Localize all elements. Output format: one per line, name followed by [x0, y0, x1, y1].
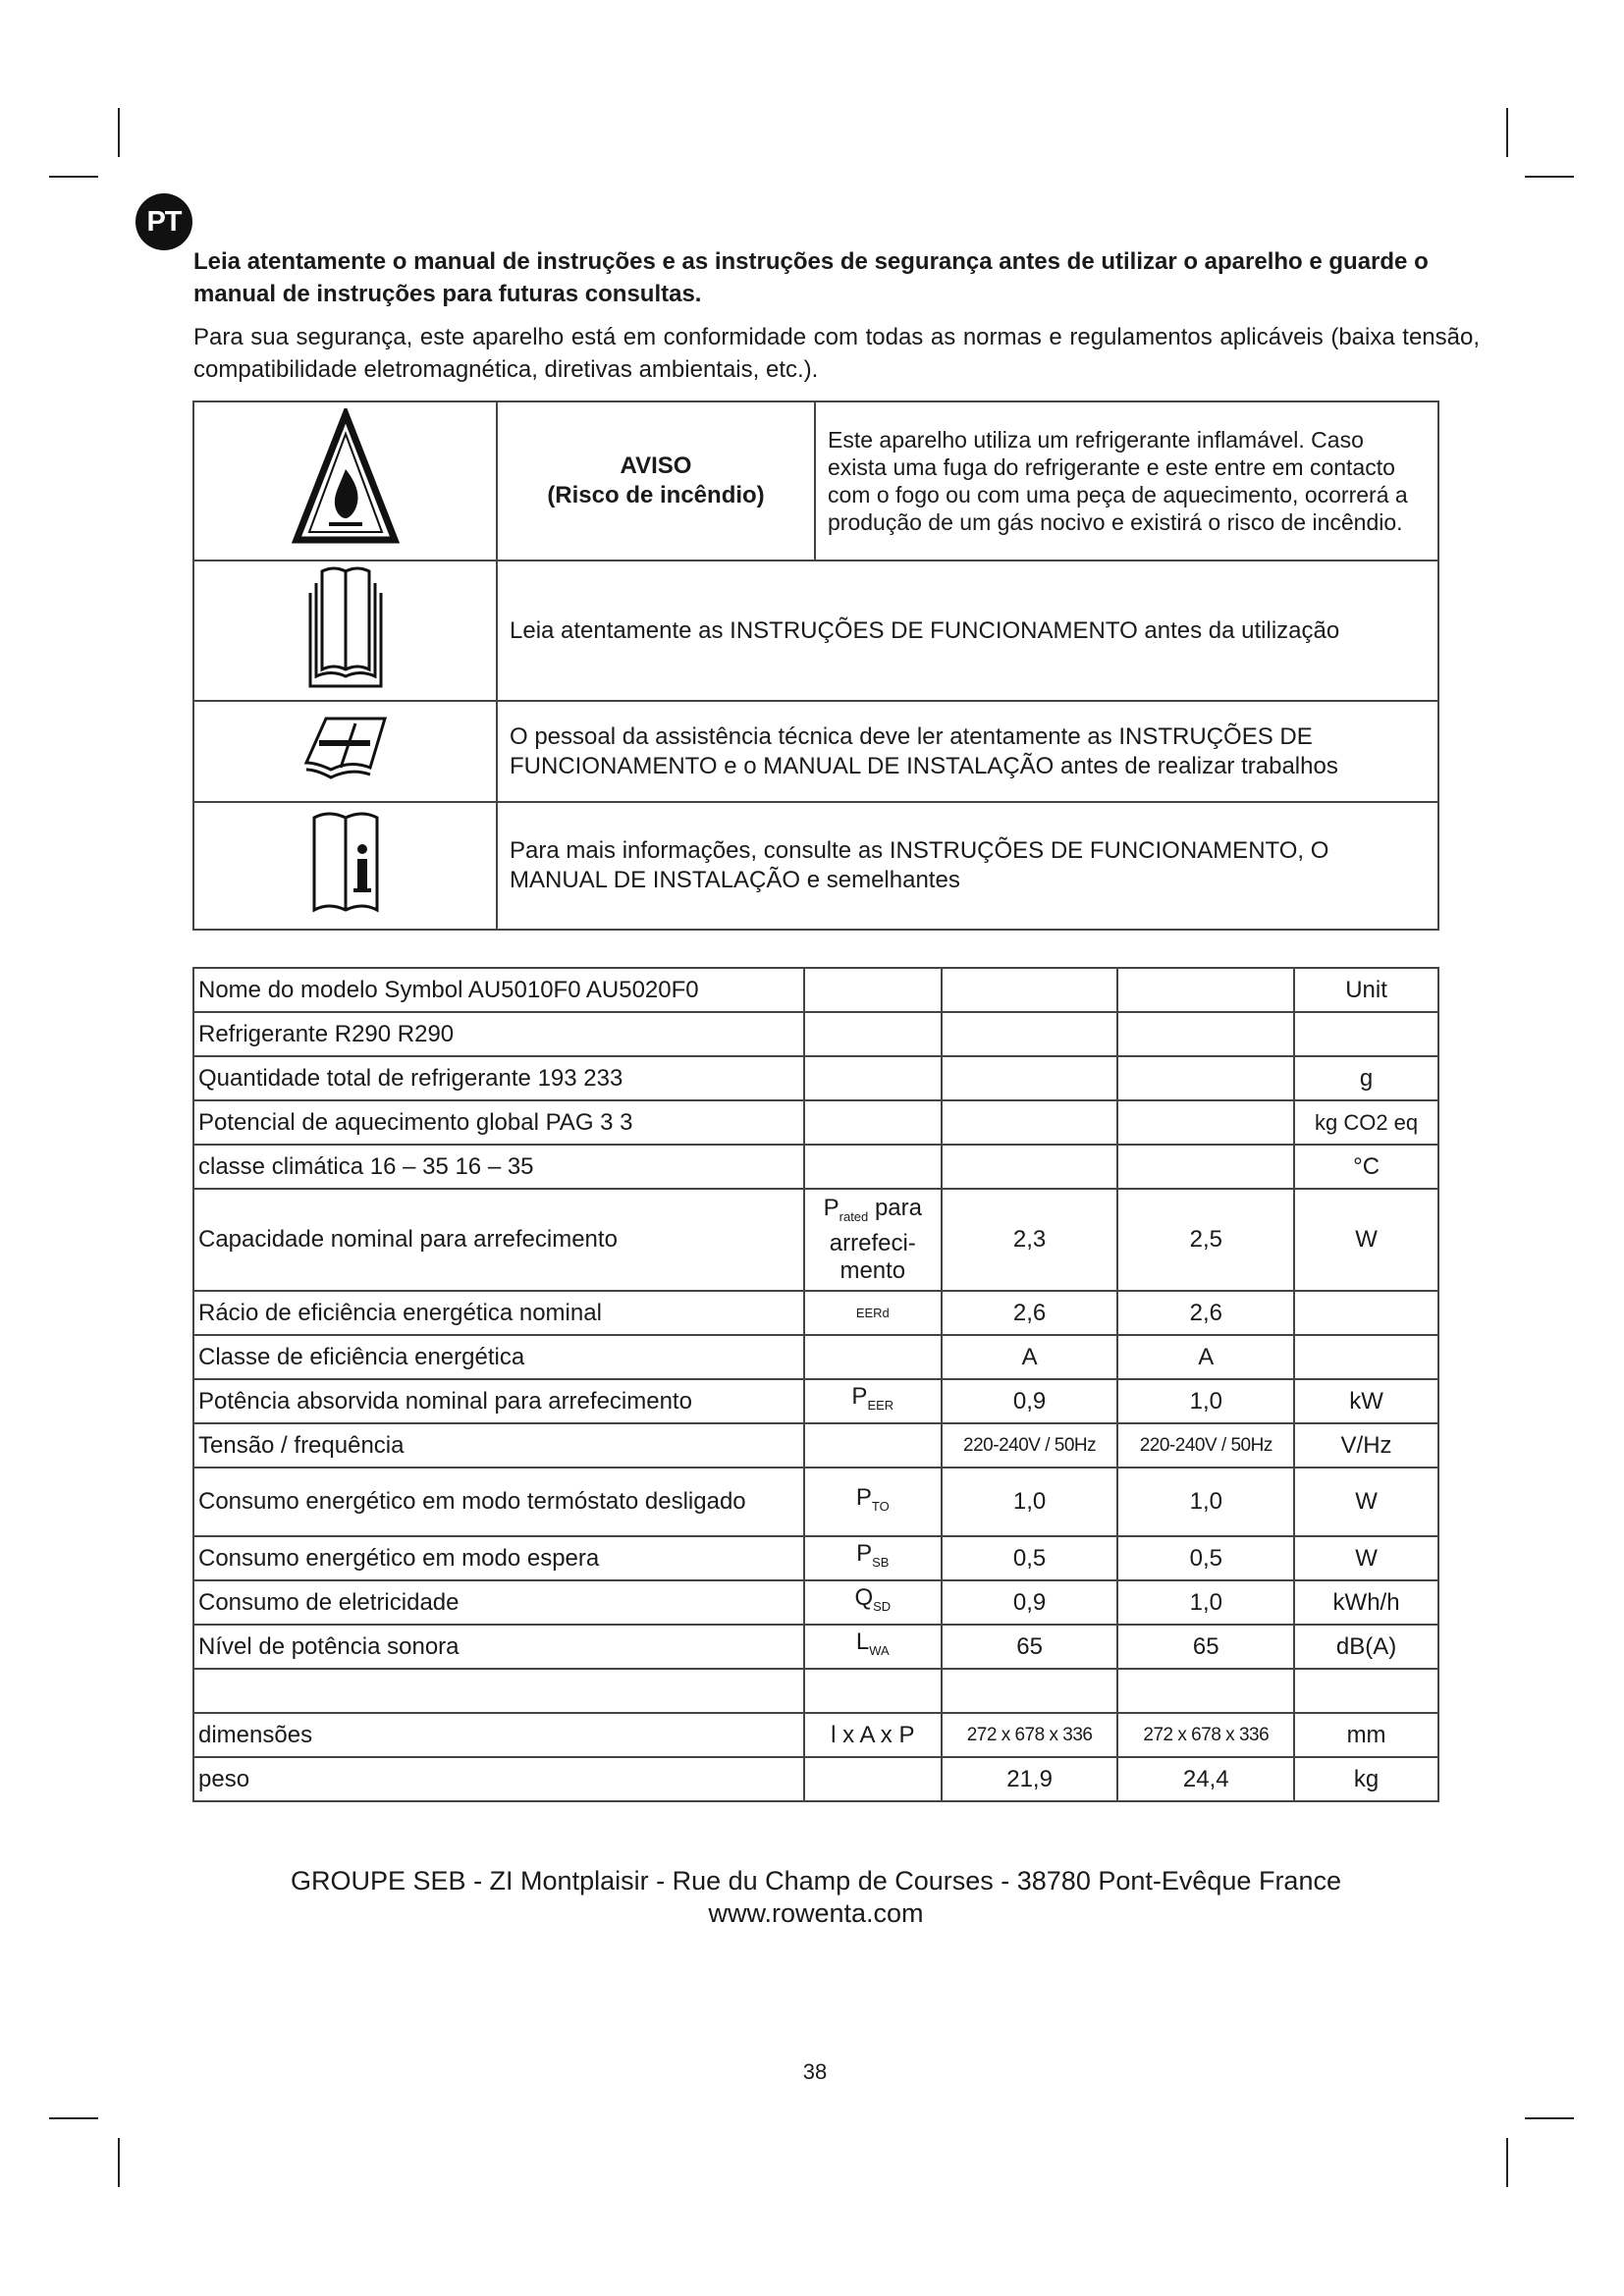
warning-text: Leia atentamente as INSTRUÇÕES DE FUNCIONAMENTO antes da utilização: [497, 561, 1438, 701]
safety-warnings-table: [192, 400, 1439, 931]
table-row: Consumo energético em modo espera $P_{SB}$ 0,5 0,5 W: [193, 1536, 1438, 1580]
warning-row: [193, 401, 1438, 561]
table-row: Quantidade total de refrigerante 193 233 g: [193, 1056, 1438, 1100]
crop-mark: [1525, 176, 1574, 178]
warning-text: O pessoal da assistência técnica deve ler atentamente as INSTRUÇÕES DE FUNCIONAMENTO e o MANUAL DE INSTALAÇÃO antes de realizar trabalhos: [497, 701, 1438, 802]
warning-text: Para mais informações, consulte as INSTRUÇÕES DE FUNCIONAMENTO, O MANUAL DE INSTALAÇÃO e semelhantes: [497, 802, 1438, 930]
table-row: Capacidade nominal para arrefecimento $P_{rated}$ para arrefeci-mento 2,3 2,5 W: [193, 1189, 1438, 1291]
intro-heading: Leia atentamente o manual de instruções e as instruções de segurança antes de utilizar o aparelho e guarde o manual de instruções para futuras consultas.: [193, 248, 1429, 307]
crop-mark: [49, 2117, 98, 2119]
website-link[interactable]: www.rowenta.com: [708, 1898, 924, 1928]
table-row: Refrigerante R290 R290: [193, 1012, 1438, 1056]
table-row: peso 21,9 24,4 kg: [193, 1757, 1438, 1801]
table-row: Consumo energético em modo termóstato desligado $P_{TO}$ 1,0 1,0 W: [193, 1468, 1438, 1536]
table-row: Nível de potência sonora $L_{WA}$ 65 65 dB(A): [193, 1625, 1438, 1669]
table-row: Potência absorvida nominal para arrefecimento $P_{EER}$ 0,9 1,0 kW: [193, 1379, 1438, 1423]
specifications-table: [192, 967, 1439, 1802]
flammable-warning-icon: [292, 408, 400, 546]
crop-mark: [1506, 108, 1508, 157]
intro-paragraph: Para sua segurança, este aparelho está em conformidade com todas as normas e regulamentos aplicáveis (baixa tensão, compatibilidade eletromagnética, diretivas ambientais, etc.).: [193, 324, 1480, 383]
table-row: classe climática 16 – 35 16 – 35 °C: [193, 1145, 1438, 1189]
warning-text: Este aparelho utiliza um refrigerante inflamável. Caso exista uma fuga do refrigerante e este entre em contacto com o fogo ou com uma peça de aquecimento, ocorrerá a produção de um gás nocivo e existirá o risco de incêndio.: [815, 401, 1438, 561]
crop-mark: [118, 2138, 120, 2187]
table-row: Rácio de eficiência energética nominal EERd 2,6 2,6: [193, 1291, 1438, 1335]
crop-mark: [49, 176, 98, 178]
language-badge: PT: [135, 193, 192, 250]
warning-row: [193, 561, 1438, 701]
company-address: GROUPE SEB - ZI Montplaisir - Rue du Champ de Courses - 38780 Pont-Evêque France: [291, 1866, 1341, 1896]
table-row: [193, 1669, 1438, 1713]
crop-mark: [1506, 2138, 1508, 2187]
warning-title-cell: [497, 401, 815, 561]
warning-row: [193, 701, 1438, 802]
warning-row: [193, 802, 1438, 930]
warning-title: AVISO: [620, 453, 692, 479]
table-row: Nome do modelo Symbol AU5010F0 AU5020F0 Unit: [193, 968, 1438, 1012]
warning-subtitle: (Risco de incêndio): [547, 482, 765, 508]
crop-mark: [118, 108, 120, 157]
read-manual-icon: [306, 563, 385, 691]
table-row: Classe de eficiência energética A A: [193, 1335, 1438, 1379]
page-number: 38: [802, 2059, 828, 2084]
footer: [192, 1865, 1439, 1930]
crop-mark: [1525, 2117, 1574, 2119]
info-manual-icon: [311, 808, 380, 916]
table-row: Potencial de aquecimento global PAG 3 3 kg CO2 eq: [193, 1100, 1438, 1145]
table-row: Consumo de eletricidade $Q_{SD}$ 0,9 1,0 kWh/h: [193, 1580, 1438, 1625]
table-row: Tensão / frequência 220-240V / 50Hz 220-240V / 50Hz V/Hz: [193, 1423, 1438, 1468]
warning-icon-cell: [193, 401, 497, 561]
table-row: dimensões l x A x P 272 x 678 x 336 272 x 678 x 336 mm: [193, 1713, 1438, 1757]
service-manual-icon: [301, 709, 390, 787]
